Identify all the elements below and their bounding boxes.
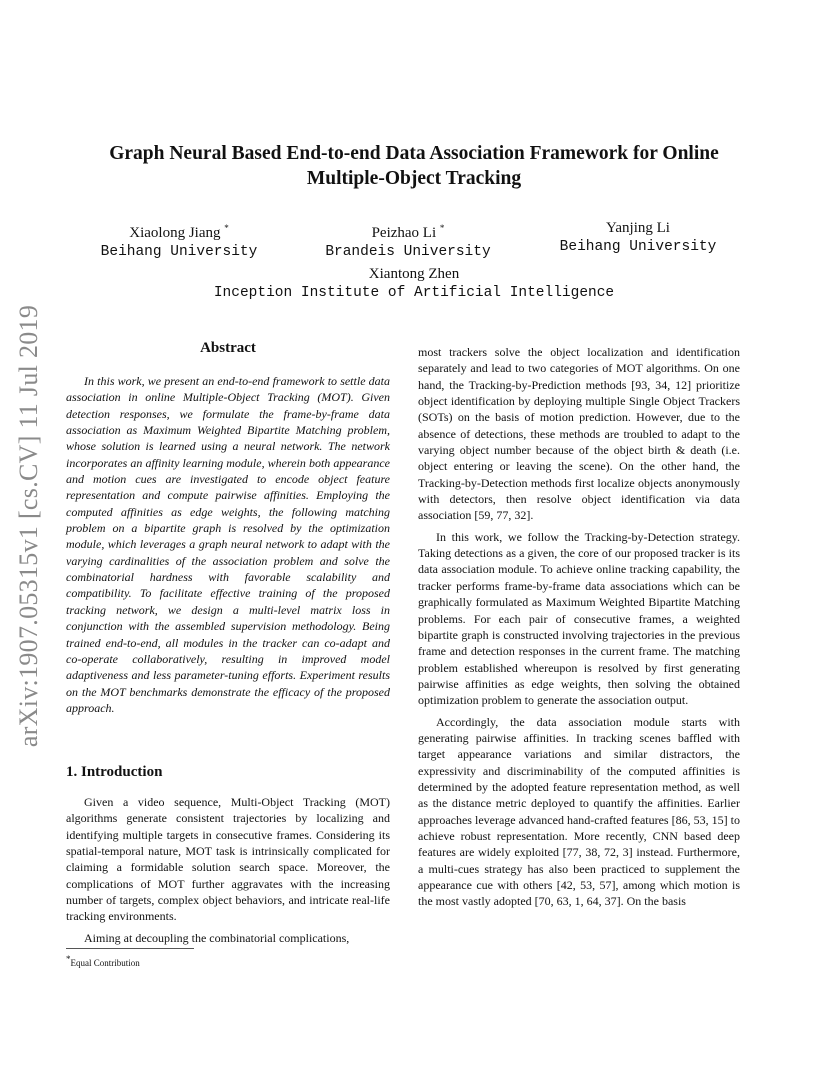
author-2-name: Peizhao Li: [371, 225, 437, 241]
author-2-mark: *: [439, 223, 445, 233]
author-1-mark: *: [224, 223, 229, 233]
author-3-name: Yanjing Li: [606, 220, 670, 236]
right-paragraph-2: In this work, we follow the Tracking-by-Detection strategy. Taking detections as a given, the core of our proposed tracker is its data association module. To achieve online tracking capability, the tracker performs frame-by-frame data associations which can be graphically formulated as Maximum Weighted Bipartite Matching problems. For each pair of consecutive frames, a weighted bipartite graph is constructed involving trajectories in the previous frame and detection responses in the current frame. The matching problem established whereupon is resolved by first generating pairwise affinities as edge weights, then solving the obtained optimization problem to generate the association output.: [418, 529, 740, 708]
author-4-affiliation: Inception Institute of Artificial Intelligence: [213, 285, 615, 301]
right-paragraph-3: Accordingly, the data association module starts with generating pairwise affinities. In tracking scenes baffled with target appearance variations and similar distractors, the expressivity and discriminability of the computed affinities is determined by the adopted feature representation method, as well as the distance metric deployed to quantify the affinities. Earlier approaches leverage advanced hand-crafted features [86, 53, 15] to achieve robust representation. More recently, CNN based deep features are widely exploited [77, 38, 72, 3] instead. Furthermore, a multi-cues strategy has also been practiced to supplement the appearance cue with others [42, 53, 57], among which motion is the most vastly adopted [70, 63, 1, 64, 37]. On the basis: [418, 714, 740, 909]
author-4: [60, 265, 768, 303]
arxiv-identifier-stamp: [6, 296, 52, 756]
title-line-2: Multiple-Object Tracking: [306, 168, 522, 189]
arxiv-stamp-text: arXiv:1907.05315v1 [cs.CV] 11 Jul 2019: [14, 304, 44, 748]
author-1: [60, 219, 298, 262]
paper-title: [80, 141, 748, 191]
right-paragraph-1: most trackers solve the object localization and identification separately and lead to two categories of MOT algorithms. On one hand, the Tracking-by-Prediction methods [93, 34, 12] prioritize object identification by deploying multiple Single Object Trackers (SOTs) on the basis of motion prediction. However, due to the absence of detections, these methods are troubled to adapt to the varying object number because of the object birth & death (i.e. object entering or leaving the scene). On the other hand, the Tracking-by-Detection methods first localize objects anonymously with detectors, then resolve object identification via data association [59, 77, 32].: [418, 345, 740, 523]
introduction-body: [66, 794, 390, 946]
author-1-affiliation: Beihang University: [100, 244, 258, 260]
footnote-mark: *: [66, 954, 71, 964]
title-line-1: Graph Neural Based End-to-end Data Association Framework for Online: [109, 143, 719, 164]
author-4-name: Xiantong Zhen: [368, 266, 460, 282]
footnote-text: Equal Contribution: [70, 958, 140, 968]
right-column-body: [418, 344, 740, 915]
author-2-affiliation: Brandeis University: [325, 244, 491, 260]
abstract-heading: Abstract: [200, 340, 256, 356]
abstract-text: In this work, we present an end-to-end framework to settle data association in online Multiple-Object Tracking (MOT). Given detection responses, we formulate the frame-by-frame data association as Maximum Weighted Bipartite Matching problem, whose solution is learned using a neural network. The network incorporates an affinity learning module, wherein both appearance and motion cues are investigated to encode object feature representation and compute pairwise affinities. Employing the computed affinities as edge weights, the following matching problem on a bipartite graph is resolved by the optimization module, which leverages a graph neural network to adapt with the varying cardinalities of the association problem and solve the combinatorial hardness with favorable scalability and compatibility. To facilitate effective training of the proposed tracking network, we design a multi-level matrix loss in conjunction with the assembled supervision methodology. Being trained end-to-end, all modules in the tracker can co-adapt and co-operate collaboratively, resulting in improved model adaptiveness and less parameter-tuning efforts. Experiment results on the MOT benchmarks demonstrate the efficacy of the proposed approach.: [66, 374, 390, 715]
section-introduction-heading: 1. Introduction: [66, 764, 163, 780]
intro-paragraph-1: Given a video sequence, Multi-Object Tracking (MOT) algorithms generate consistent trajectories by localizing and identifying multiple targets in consecutive frames. Considering its spatial-temporal nature, MOT task is intrinsically complicated for claiming a formidable solution search space. Moreover, the complications of MOT further aggravates with the increasing number of targets, complex object behaviors, and intricate real-life tracking environments.: [66, 795, 390, 924]
author-1-name: Xiaolong Jiang: [129, 225, 221, 241]
intro-paragraph-2: Aiming at decoupling the combinatorial complications,: [84, 930, 350, 945]
footnote-divider: [66, 948, 194, 949]
author-3-affiliation: Beihang University: [559, 239, 717, 255]
author-2: [298, 219, 518, 262]
footnote: [66, 953, 140, 969]
author-3: [528, 219, 748, 257]
